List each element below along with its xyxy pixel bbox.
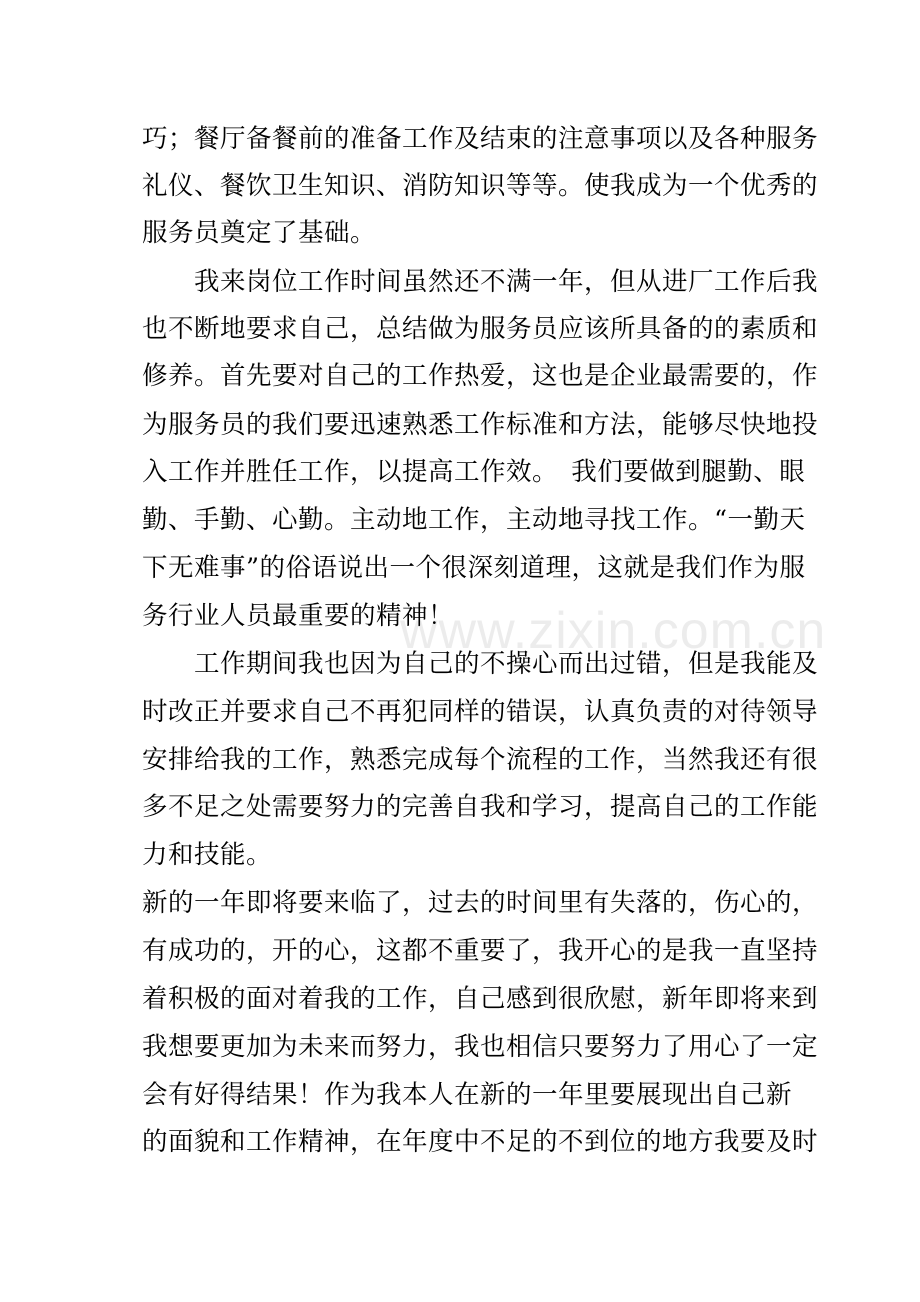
text-line: 着积极的面对着我的工作，自己感到很欣慰，新年即将来到 (142, 984, 819, 1014)
text-line: 下无难事”的俗语说出一个很深刻道理，这就是我们作为服 (142, 553, 806, 583)
text-line: 勤、手勤、心勤。主动地工作，主动地寻找工作。“一勤天 (142, 505, 806, 535)
text-line: 服务员奠定了基础。 (142, 218, 377, 248)
text-line: 我想要更加为未来而努力，我也相信只要努力了用心了一定 (142, 1032, 819, 1062)
text-line: 修养。首先要对自己的工作热爱，这也是企业最需要的，作 (142, 361, 819, 391)
watermark: www.zixin.com.cn (400, 602, 827, 660)
text-line: 礼仪、餐饮卫生知识、消防知识等等。使我成为一个优秀的 (142, 171, 819, 201)
text-line: 时改正并要求自己不再犯同样的错误，认真负责的对待领导 (142, 697, 819, 727)
text-line: 多不足之处需要努力的完善自我和学习，提高自己的工作能 (142, 792, 819, 822)
text-line: 入工作并胜任工作，以提高工作效。 我们要做到腿勤、眼 (142, 457, 806, 487)
text-line: 巧；餐厅备餐前的准备工作及结束的注意事项以及各种服务 (142, 124, 819, 154)
text-line: 会有好得结果！作为我本人在新的一年里要展现出自己新 (142, 1080, 793, 1110)
text-line: 力和技能。 (142, 840, 273, 870)
text-line: 的面貌和工作精神，在年度中不足的不到位的地方我要及时 (142, 1127, 819, 1157)
text-line: 为服务员的我们要迅速熟悉工作标准和方法，能够尽快地投 (142, 410, 819, 440)
text-line: 也不断地要求自己，总结做为服务员应该所具备的的素质和 (142, 314, 819, 344)
text-line: 安排给我的工作，熟悉完成每个流程的工作，当然我还有很 (142, 745, 819, 775)
text-line: 我来岗位工作时间虽然还不满一年，但从进厂工作后我 (142, 267, 819, 297)
text-line: 工作期间我也因为自己的不操心而出过错，但是我能及 (142, 649, 819, 679)
text-line: 有成功的，开的心，这都不重要了，我开心的是我一直坚持 (142, 936, 819, 966)
text-line: 新的一年即将要来临了，过去的时间里有失落的，伤心的， (142, 888, 819, 918)
text-line: 务行业人员最重要的精神！ (142, 601, 455, 631)
